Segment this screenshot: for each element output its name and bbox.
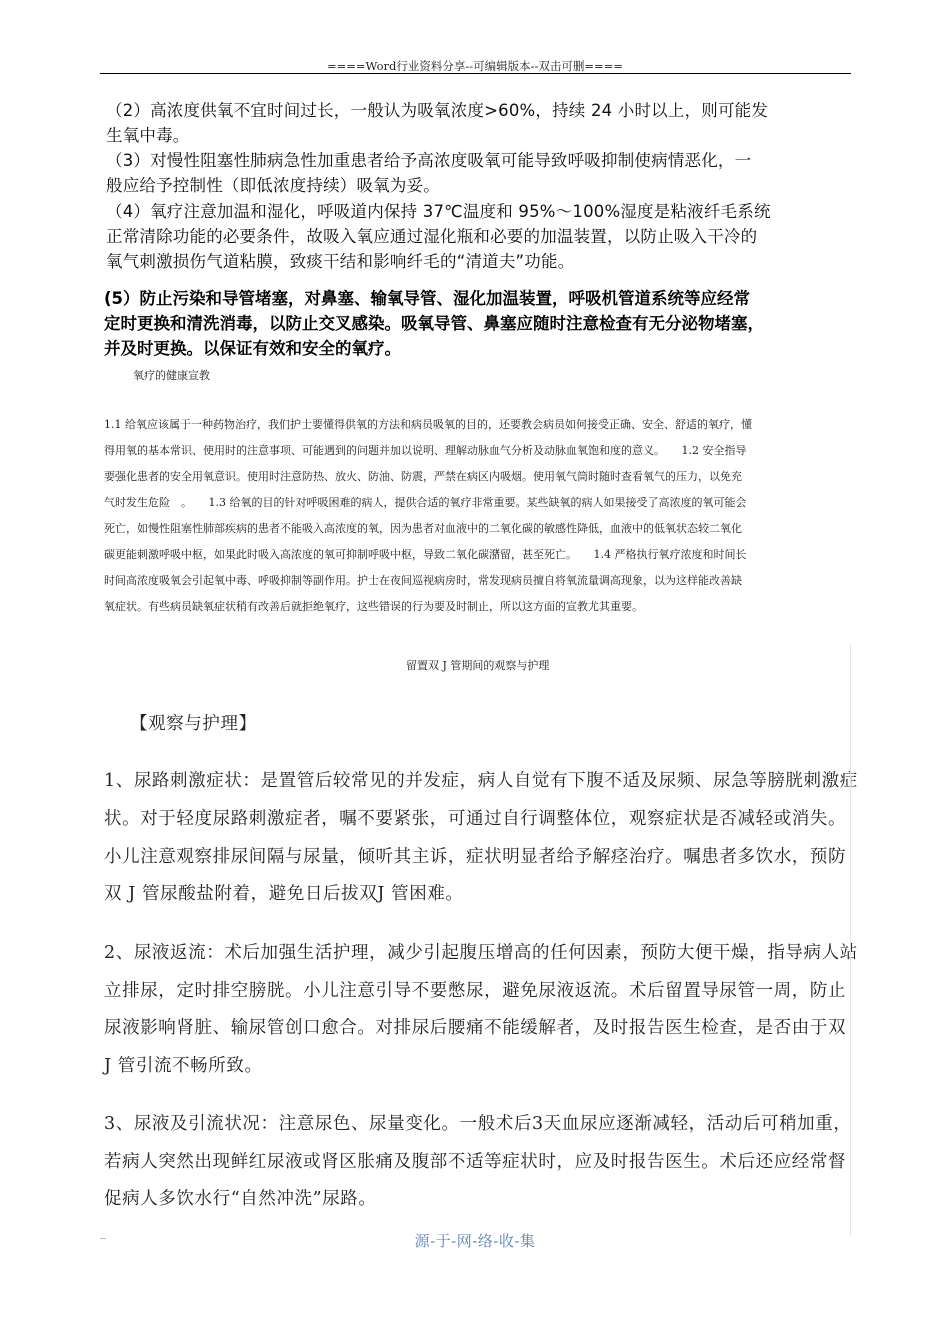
dj-para2-line: 尿液影响肾脏、输尿管创口愈合。对排尿后腰痛不能缓解者，及时报告医生检查，是否由于双 <box>104 1018 847 1038</box>
oxygen-note-line: 般应给予控制性（即低浓度持续）吸氧为妥。 <box>106 176 440 195</box>
dj-para3-line: 若病人突然出现鲜红尿液或肾区胀痛及腹部不适等症状时，应及时报告医生。术后还应经常督 <box>104 1152 847 1172</box>
section-heading: 【观察与护理】 <box>130 714 257 734</box>
header-divider <box>100 73 851 74</box>
health-education-line: 碳更能刺激呼吸中枢，如果此时吸入高浓度的氧可抑制呼吸中枢，导致二氧化碳潴留，甚至死亡。 1.4 严格执行氧疗浓度和时间长 <box>104 548 747 561</box>
health-education-line: 1.1 给氧应该属于一种药物治疗，我们护士要懂得供氧的方法和病员吸氧的目的，还要教会病员如何接受正确、安全、舒适的氧疗，懂 <box>104 418 752 431</box>
health-education-line: 氧症状。有些病员缺氧症状稍有改善后就拒绝氧疗，这些错误的行为要及时制止，所以这方面的宣教尤其重要。 <box>104 600 643 613</box>
dj-para2-line: 立排尿，定时排空膀胱。小儿注意引导不要憋尿，避免尿液返流。术后留置导尿管一周，防止 <box>104 981 847 1001</box>
oxygen-note-5-line: (5）防止污染和导管堵塞，对鼻塞、输氧导管、湿化加温装置，呼吸机管道系统等应经常 <box>104 289 751 308</box>
page-footer: 源-于-网-络-收-集 <box>414 1232 536 1250</box>
oxygen-note-5-line: 并及时更换。以保证有效和安全的氧疗。 <box>104 339 401 358</box>
page-header: ====Word行业资料分享--可编辑版本--双击可删==== <box>327 59 623 73</box>
oxygen-note-line: （3）对慢性阻塞性肺病急性加重患者给予高浓度吸氧可能导致呼吸抑制使病情恶化，一 <box>106 151 752 170</box>
health-education-line: 死亡，如慢性阻塞性肺部疾病的患者不能吸入高浓度的氧，因为患者对血液中的二氧化碳的敏感性降低，血液中的低氧状态较二氧化 <box>104 522 742 535</box>
dj-para2-line: 2、尿液返流：术后加强生活护理，减少引起腹压增高的任何因素，预防大便干燥，指导病人站 <box>104 943 858 963</box>
dj-para1-line: 状。对于轻度尿路刺激症者，嘱不要紧张，可通过自行调整体位，观察症状是否减轻或消失。 <box>104 809 847 829</box>
dj-tube-title: 留置双 J 管期间的观察与护理 <box>406 659 550 672</box>
dj-para1-line: 小儿注意观察排尿间隔与尿量，倾听其主诉，症状明显者给予解痉治疗。嘱患者多饮水，预防 <box>104 847 847 867</box>
health-education-line: 得用氧的基本常识、使用时的注意事项、可能遇到的问题并加以说明、理解动脉血气分析及动脉血氧饱和度的意义。 1.2 安全指导 <box>104 444 747 457</box>
health-education-title: 氧疗的健康宣教 <box>133 369 210 382</box>
dj-para1-line: 双 J 管尿酸盐附着，避免日后拔双J 管困难。 <box>104 884 464 904</box>
page-margin-rule <box>850 645 851 1235</box>
oxygen-note-line: （2）高浓度供氧不宜时间过长，一般认为吸氧浓度>60%，持续 24 小时以上，则可能发 <box>106 101 769 120</box>
oxygen-note-line: 氧气刺激损伤气道粘膜，致痰干结和影响纤毛的“清道夫”功能。 <box>106 252 575 271</box>
dj-para1-line: 1、尿路刺激症状：是置管后较常见的并发症，病人自觉有下腹不适及尿频、尿急等膀胱刺激症 <box>104 771 858 791</box>
oxygen-note-line: （4）氧疗注意加温和湿化，呼吸道内保持 37℃温度和 95%～100%湿度是粘液纤毛系统 <box>106 202 771 221</box>
dj-para2-line: J 管引流不畅所致。 <box>104 1056 263 1076</box>
dj-para3-line: 促病人多饮水行“自然冲洗”尿路。 <box>104 1189 377 1209</box>
health-education-line: 要强化患者的安全用氧意识。使用时注意防热、放火、防油、防震，严禁在病区内吸烟。使用氧气筒时随时查看氧气的压力，以免充 <box>104 470 742 483</box>
oxygen-note-line: 正常清除功能的必要条件，故吸入氧应通过湿化瓶和必要的加温装置，以防止吸入干冷的 <box>106 227 758 246</box>
oxygen-note-line: 生氧中毒。 <box>106 126 190 145</box>
health-education-line: 时间高浓度吸氧会引起氧中毒、呼吸抑制等副作用。护士在夜间巡视病房时，常发现病员擅自将氧流量调高现象，以为这样能改善缺 <box>104 574 742 587</box>
oxygen-note-5-line: 定时更换和清洗消毒，以防止交叉感染。吸氧导管、鼻塞应随时注意检查有无分泌物堵塞， <box>104 314 764 333</box>
health-education-line: 气时发生危险 。 1.3 给氧的目的针对呼吸困难的病人，提供合适的氧疗非常重要。某些缺氧的病人如果接受了高浓度的氧可能会 <box>104 496 747 509</box>
dj-para3-line: 3、尿液及引流状况：注意尿色、尿量变化。一般术后3天血尿应逐渐减轻，活动后可稍加重， <box>104 1114 852 1134</box>
